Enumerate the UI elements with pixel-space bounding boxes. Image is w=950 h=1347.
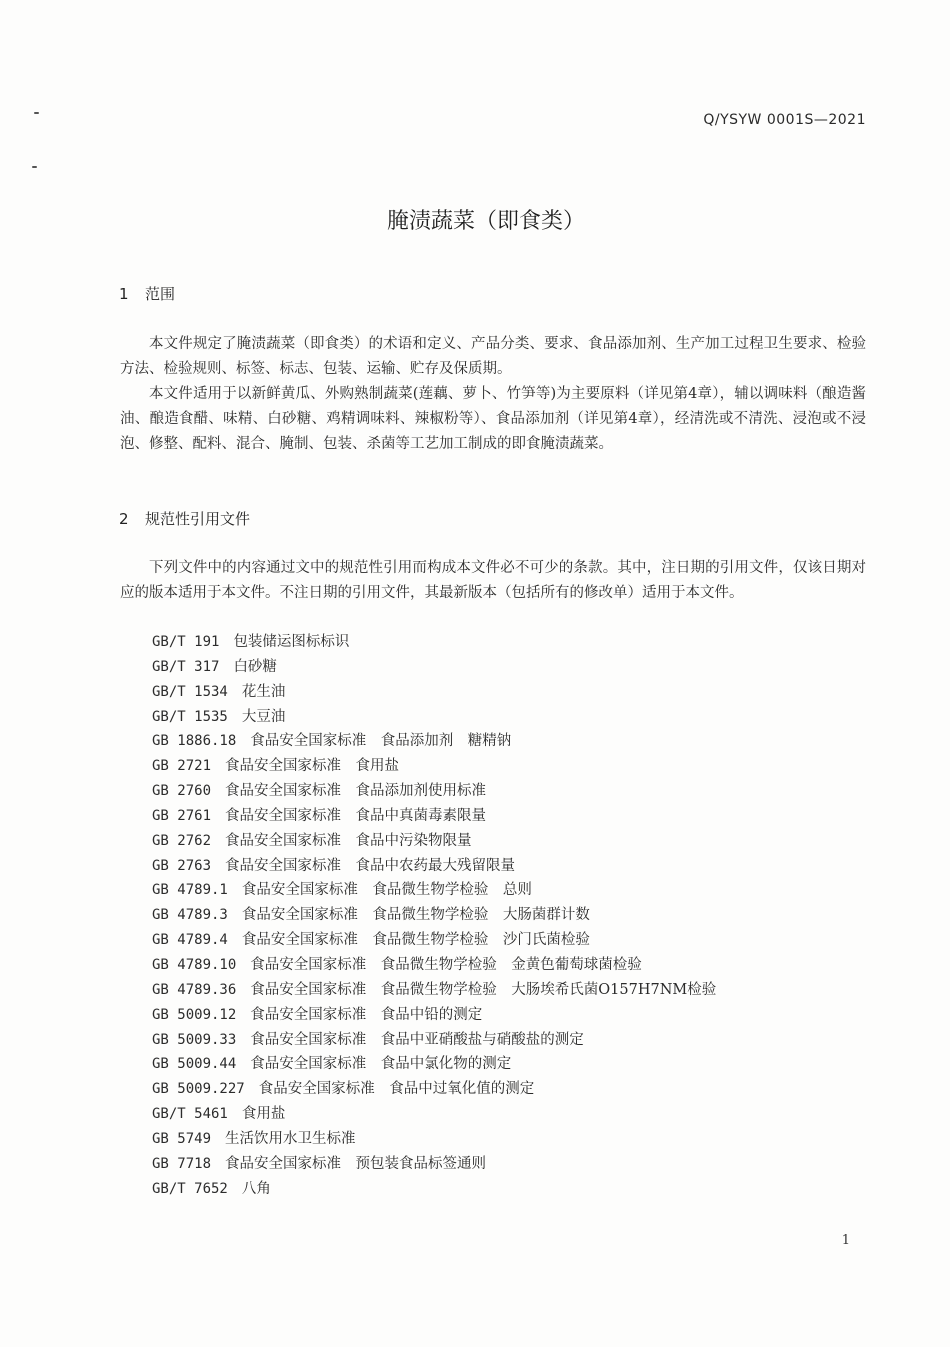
reference-item bbox=[152, 1003, 716, 1028]
reference-title: 食品安全国家标准 食品微生物学检验 大肠菌群计数 bbox=[241, 907, 590, 924]
reference-item bbox=[152, 754, 716, 779]
reference-code: GB/T 5461 bbox=[152, 1106, 228, 1123]
reference-title: 食品安全国家标准 食品添加剂使用标准 bbox=[225, 783, 487, 800]
reference-title: 食品安全国家标准 食品中真菌毒素限量 bbox=[225, 807, 487, 824]
reference-code: GB/T 7652 bbox=[152, 1180, 228, 1197]
document-title: 腌渍蔬菜（即食类） bbox=[386, 209, 585, 234]
reference-title: 食品安全国家标准 食品中污染物限量 bbox=[225, 832, 472, 849]
reference-item bbox=[152, 1152, 716, 1177]
reference-title: 食品安全国家标准 食品中过氧化值的测定 bbox=[258, 1081, 535, 1098]
normative-reference-list bbox=[152, 630, 716, 1201]
reference-item bbox=[152, 1102, 716, 1127]
standard-code: Q/YSYW 0001S—2021 bbox=[703, 112, 866, 128]
reference-code: GB 1886.18 bbox=[152, 733, 237, 750]
scan-speck bbox=[32, 166, 37, 168]
reference-title: 食品安全国家标准 预包装食品标签通则 bbox=[225, 1155, 487, 1172]
reference-item bbox=[152, 1028, 716, 1053]
reference-code: GB 4789.3 bbox=[152, 907, 228, 924]
reference-title: 白砂糖 bbox=[233, 658, 277, 675]
reference-item bbox=[152, 779, 716, 804]
reference-code: GB 5009.12 bbox=[152, 1006, 237, 1023]
reference-code: GB 4789.4 bbox=[152, 932, 228, 949]
reference-title: 包装储运图标标识 bbox=[233, 634, 350, 650]
reference-item bbox=[152, 953, 716, 978]
reference-code: GB 5009.227 bbox=[152, 1081, 245, 1098]
reference-code: GB 2721 bbox=[152, 758, 212, 775]
reference-title: 食品安全国家标准 食用盐 bbox=[225, 758, 400, 775]
reference-code: GB/T 191 bbox=[152, 634, 220, 650]
reference-code: GB 4789.1 bbox=[152, 882, 228, 899]
reference-code: GB 4789.10 bbox=[152, 956, 237, 973]
reference-item bbox=[152, 630, 716, 655]
reference-item bbox=[152, 705, 716, 730]
reference-code: GB 2763 bbox=[152, 857, 212, 874]
reference-title: 食品安全国家标准 食品中氯化物的测定 bbox=[250, 1056, 512, 1073]
reference-item bbox=[152, 1127, 716, 1152]
reference-title: 食品安全国家标准 食品微生物学检验 大肠埃希氏菌O157H7NM检验 bbox=[250, 981, 717, 998]
reference-code: GB 5009.44 bbox=[152, 1056, 237, 1073]
reference-code: GB 7718 bbox=[152, 1155, 212, 1172]
section-number: 2 bbox=[119, 510, 129, 528]
reference-title: 食品安全国家标准 食品微生物学检验 沙门氏菌检验 bbox=[241, 932, 590, 949]
reference-item bbox=[152, 1052, 716, 1077]
reference-item bbox=[152, 655, 716, 680]
reference-title: 八角 bbox=[241, 1180, 271, 1197]
reference-title: 食品安全国家标准 食品中亚硝酸盐与硝酸盐的测定 bbox=[250, 1031, 584, 1048]
reference-title: 大豆油 bbox=[241, 708, 286, 725]
reference-item bbox=[152, 854, 716, 879]
section-heading-references bbox=[119, 508, 250, 529]
section-number: 1 bbox=[119, 285, 129, 303]
section-title: 范围 bbox=[145, 285, 176, 303]
reference-item bbox=[152, 729, 716, 754]
reference-item bbox=[152, 978, 716, 1003]
reference-title: 生活饮用水卫生标准 bbox=[225, 1130, 356, 1147]
scan-speck bbox=[34, 112, 39, 114]
page-number: 1 bbox=[841, 1233, 850, 1248]
reference-item bbox=[152, 804, 716, 829]
reference-code: GB 4789.36 bbox=[152, 981, 237, 998]
references-intro-paragraph: 下列文件中的内容通过文中的规范性引用而构成本文件必不可少的条款。其中，注日期的引用文件，仅该日期对应的版本适用于本文件。不注日期的引用文件，其最新版本（包括所有的修改单）适用于本文件。 bbox=[120, 560, 866, 601]
reference-title: 食用盐 bbox=[241, 1106, 286, 1123]
reference-code: GB 2762 bbox=[152, 832, 212, 849]
section-title: 规范性引用文件 bbox=[145, 510, 251, 528]
reference-title: 食品安全国家标准 食品微生物学检验 金黄色葡萄球菌检验 bbox=[250, 956, 642, 973]
reference-title: 食品安全国家标准 食品微生物学检验 总则 bbox=[241, 882, 532, 899]
reference-title: 花生油 bbox=[241, 683, 286, 700]
reference-title: 食品安全国家标准 食品中铅的测定 bbox=[250, 1006, 483, 1023]
section-heading-scope bbox=[119, 283, 175, 304]
reference-code: GB 2760 bbox=[152, 783, 212, 800]
reference-item bbox=[152, 1077, 716, 1102]
scope-paragraph-1: 本文件规定了腌渍蔬菜（即食类）的术语和定义、产品分类、要求、食品添加剂、生产加工过程卫生要求、检验方法、检验规则、标签、标志、包装、运输、贮存及保质期。 bbox=[120, 336, 866, 377]
reference-code: GB 5009.33 bbox=[152, 1031, 237, 1048]
reference-code: GB/T 317 bbox=[152, 658, 220, 675]
reference-item bbox=[152, 878, 716, 903]
reference-item bbox=[152, 903, 716, 928]
reference-item bbox=[152, 928, 716, 953]
reference-code: GB/T 1535 bbox=[152, 708, 228, 725]
reference-title: 食品安全国家标准 食品添加剂 糖精钠 bbox=[250, 733, 512, 750]
scope-paragraph-2: 本文件适用于以新鲜黄瓜、外购熟制蔬菜(莲藕、萝卜、竹笋等)为主要原料（详见第4章），辅以调味料（酿造酱油、酿造食醋、味精、白砂糖、鸡精调味料、辣椒粉等）、食品添加剂（详见第4章），经清洗或不清洗、浸泡或不浸泡、修整、配料、混合、腌制、包装、杀菌等工艺加工制成的即食腌渍蔬菜。 bbox=[120, 386, 866, 452]
reference-item bbox=[152, 1177, 716, 1202]
reference-code: GB 2761 bbox=[152, 807, 212, 824]
reference-item bbox=[152, 680, 716, 705]
reference-title: 食品安全国家标准 食品中农药最大残留限量 bbox=[225, 857, 516, 874]
reference-code: GB 5749 bbox=[152, 1130, 212, 1147]
reference-code: GB/T 1534 bbox=[152, 683, 228, 700]
reference-item bbox=[152, 829, 716, 854]
